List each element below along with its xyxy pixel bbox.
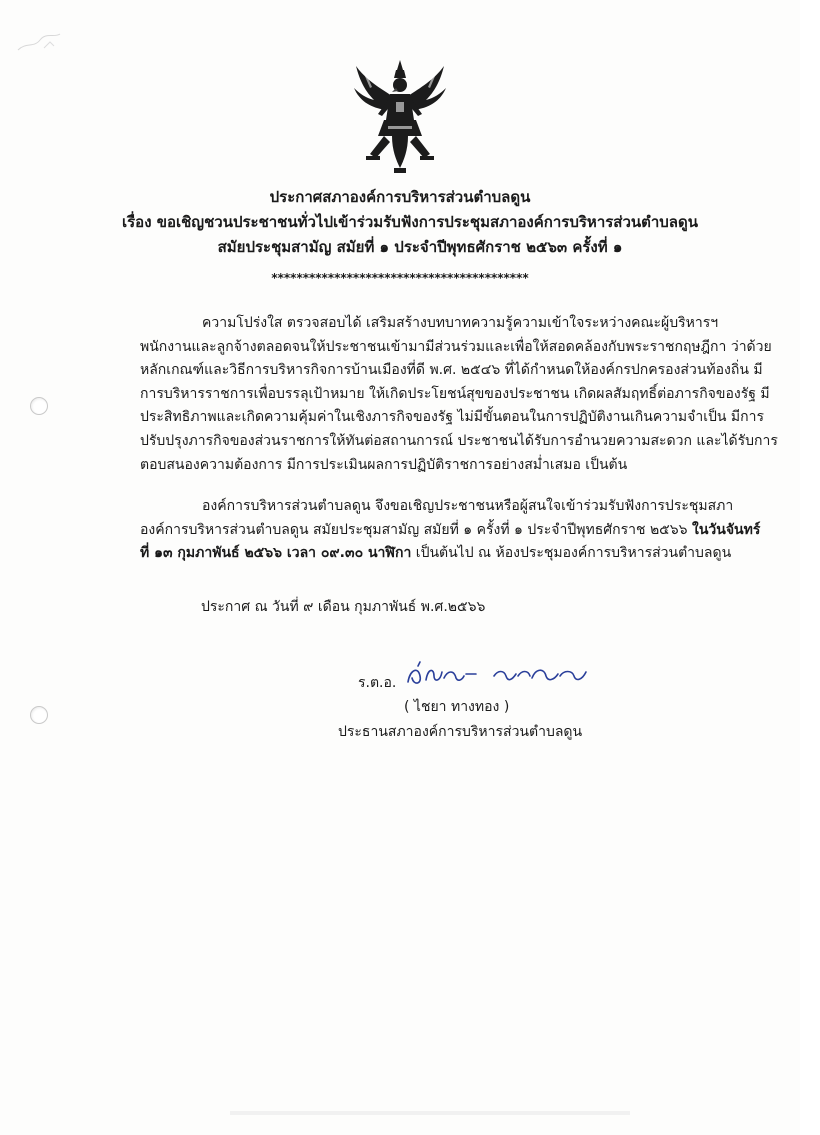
paragraph-line: หลักเกณฑ์และวิธีการบริหารกิจการบ้านเมืองที่ดี พ.ศ. ๒๕๔๖ ที่ได้กำหนดให้องค์กรปกครองส่วนท้องถิ่น มี [140,362,763,379]
signer-name: ( ไชยา ทางทอง ) [404,699,510,715]
paragraph-line [140,519,761,543]
paragraph-line: พนักงานและลูกจ้างตลอดจนให้ประชาชนเข้ามามีส่วนร่วมและเพื่อให้สอดคล้องกับพระราชกฤษฎีกา ว่าด้วย [140,338,772,355]
garuda-emblem-icon [352,58,448,176]
paragraph-line: ความโปร่งใส ตรวจสอบได้ เสริมสร้างบทบาทความรู้ความเข้าใจระหว่างคณะผู้บริหารฯ [202,315,719,331]
session-line: สมัยประชุมสามัญ สมัยที่ ๑ ประจำปีพุทธศักราช ๒๕๖๓ ครั้งที่ ๑ [217,238,623,256]
paragraph-text: องค์การบริหารส่วนตำบลดูน สมัยประชุมสามัญ สมัยที่ ๑ ครั้งที่ ๑ ประจำปีพุทธศักราช ๒๕๖๖ [140,521,692,538]
paragraph-line: ตอบสนองความต้องการ มีการประเมินผลการปฏิบัติราชการอย่างสม่ำเสมอ เป็นต้น [140,456,628,473]
scan-smudge [14,28,74,58]
paragraph-line: การบริหารราชการเพื่อบรรลุเป้าหมาย ให้เกิดประโยชน์สุขของประชาชน เกิดผลสัมฤทธิ์ต่อภารกิจของรัฐ มี [140,385,770,402]
punch-hole-top [30,397,48,415]
meeting-day: ในวันจันทร์ [692,521,761,538]
handwritten-signature [404,660,592,690]
signer-rank: ร.ต.อ. [358,675,397,691]
meeting-location: เป็นต้นไป ณ ห้องประชุมองค์การบริหารส่วนตำบลดูน [411,545,732,562]
announce-date: ประกาศ ณ วันที่ ๙ เดือน กุมภาพันธ์ พ.ศ.๒๕๖๖ [201,599,486,615]
separator-line: ***************************************** [271,271,529,285]
paragraph-line [140,542,735,566]
paragraph-1 [140,312,778,477]
announcement-subject: เรื่อง ขอเชิญชวนประชาชนทั่วไปเข้าร่วมรับฟังการประชุมสภาองค์การบริหารส่วนตำบลดูน [122,213,698,231]
paragraph-line: ปรับปรุงภารกิจของส่วนราชการให้ทันต่อสถานการณ์ ประชาชนได้รับการอำนวยความสะดวก และได้รับการ [140,432,778,449]
meeting-date-time: ที่ ๑๓ กุมภาพันธ์ ๒๕๖๖ เวลา ๐๙.๓๐ นาฬิกา [140,545,412,562]
signer-position: ประธานสภาองค์การบริหารส่วนตำบลดูน [338,724,583,740]
paragraph-line: องค์การบริหารส่วนตำบลดูน จึงขอเชิญประชาชนหรือผู้สนใจเข้าร่วมรับฟังการประชุมสภา [202,498,734,514]
bleed-through-text [230,1108,630,1118]
announcement-title: ประกาศสภาองค์การบริหารส่วนตำบลดูน [269,188,531,206]
punch-hole-bottom [30,706,48,724]
paragraph-line: ประสิทธิภาพและเกิดความคุ้มค่าในเชิงภารกิจของรัฐ ไม่มีขั้นตอนในการปฏิบัติงานเกินความจำเป็น มีการ [140,409,764,426]
paragraph-2 [140,495,761,566]
